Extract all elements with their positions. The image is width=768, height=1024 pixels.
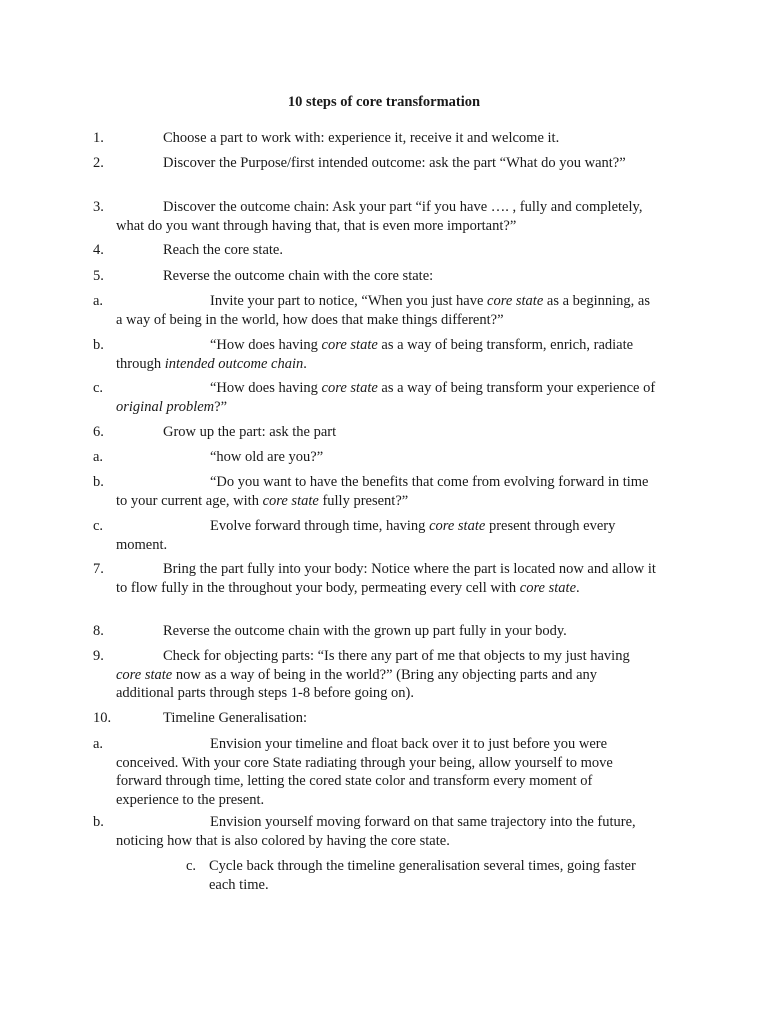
list-text: Reverse the outcome chain with the grown up part fully in your body. xyxy=(163,623,567,639)
list-marker: c. xyxy=(186,858,197,874)
document-title: 10 steps of core transformation xyxy=(287,94,481,110)
list-marker: 7. xyxy=(93,561,104,577)
list-text: Grow up the part: ask the part xyxy=(163,424,337,440)
list-item xyxy=(93,622,656,641)
list-item: a. Invite your part to notice, “When you just have core state as a beginning, as a way of being in the world, how does that make things different?” xyxy=(93,293,650,328)
list-marker: 10. xyxy=(93,710,112,726)
list-text: Reverse the outcome chain with the core state: xyxy=(163,268,434,284)
list-item xyxy=(93,198,656,235)
list-marker: b. xyxy=(93,337,104,353)
list-item xyxy=(93,448,656,467)
list-marker: 5. xyxy=(93,268,104,284)
list-text: Cycle back through the timeline generalisation several times, going faster each time. xyxy=(209,858,636,893)
list-item: c. “How does having core state as a way of being transform your experience of original problem?” xyxy=(93,380,656,415)
list-marker: a. xyxy=(93,449,104,465)
list-text: Choose a part to work with: experience it, receive it and welcome it. xyxy=(163,130,560,146)
list-marker: 9. xyxy=(93,648,104,664)
list-marker: c. xyxy=(93,518,104,534)
list-item xyxy=(93,267,656,286)
list-marker: 8. xyxy=(93,623,104,639)
list-item: 9. Check for objecting parts: “Is there any part of me that objects to my just having core state now as a way of being in the world?” (Bring any objecting parts and any additional parts through steps 1-8 before going on). xyxy=(93,648,630,701)
list-item xyxy=(93,709,656,728)
list-item xyxy=(93,813,656,850)
list-item: b. “Do you want to have the benefits that come from evolving forward in time to your current age, with core state fully present?” xyxy=(93,474,649,509)
list-marker: b. xyxy=(93,814,104,830)
list-text: Envision yourself moving forward on that same trajectory into the future, noticing how that is also colored by having the core state. xyxy=(116,814,636,849)
list-text: Discover the Purpose/first intended outcome: ask the part “What do you want?” xyxy=(163,155,626,171)
list-text: Timeline Generalisation: xyxy=(163,710,308,726)
list-text: “how old are you?” xyxy=(210,449,324,465)
list-text: Reach the core state. xyxy=(163,242,283,258)
list-marker: a. xyxy=(93,293,104,309)
list-text: Discover the outcome chain: Ask your part “if you have …. , fully and completely, what do you want through having that, that is even more important?” xyxy=(116,199,643,234)
list-item: 7. Bring the part fully into your body: Notice where the part is located now and allow it to flow fully in the throughout your body, permeating every cell with core state. xyxy=(93,561,656,596)
list-item: c. Evolve forward through time, having core state present through every moment. xyxy=(93,518,616,553)
list-marker: 1. xyxy=(93,130,104,146)
list-text: Envision your timeline and float back over it to just before you were conceived. With your core State radiating through your being, allow yourself to move forward through time, letting the cored state color and transform every moment of experience to the present. xyxy=(116,736,613,808)
list-item xyxy=(93,423,656,442)
list-marker: b. xyxy=(93,474,104,490)
list-marker: c. xyxy=(93,380,104,396)
list-marker: 3. xyxy=(93,199,104,215)
list-marker: 2. xyxy=(93,155,104,171)
list-marker: a. xyxy=(93,736,104,752)
list-item xyxy=(93,735,656,809)
list-item: b. “How does having core state as a way of being transform, enrich, radiate through intended outcome chain. xyxy=(93,337,634,372)
list-item xyxy=(93,129,656,148)
list-item xyxy=(93,241,656,260)
list-item xyxy=(93,154,656,173)
list-marker: 4. xyxy=(93,242,104,258)
list-marker: 6. xyxy=(93,424,104,440)
list-item xyxy=(186,857,649,894)
